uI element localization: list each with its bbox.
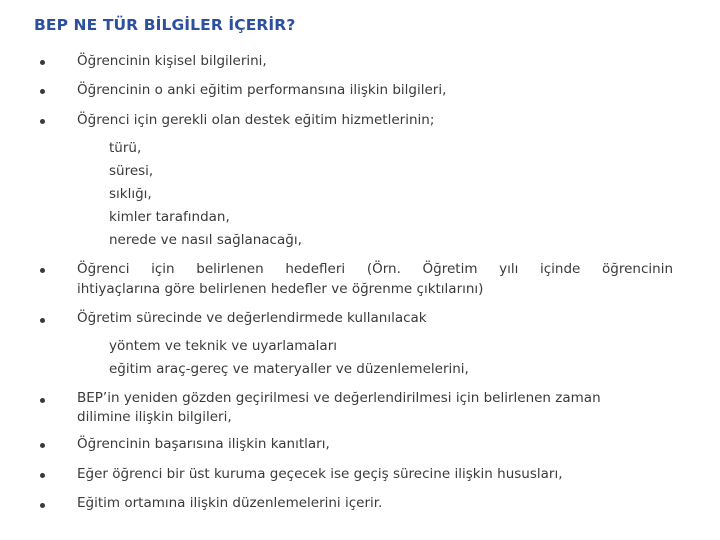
bullet-point — [40, 503, 45, 508]
bullet-point — [40, 443, 45, 448]
bullet-point — [40, 473, 45, 478]
sub-item-frequency: sıklığı, — [109, 186, 152, 202]
list-item-personal-info: Öğrencinin kişisel bilgilerini, — [77, 53, 267, 69]
list-item-transition: Eğer öğrenci bir üst kuruma geçecek ise geçiş sürecine ilişkin hususları, — [77, 466, 563, 482]
list-item-review-line2: dilimine ilişkin bilgileri, — [77, 409, 232, 425]
sub-item-materials: eğitim araç-gereç ve materyaller ve düzenlemelerini, — [109, 361, 469, 377]
sub-item-methods: yöntem ve teknik ve uyarlamaları — [109, 338, 337, 354]
list-item-goals-line2: ihtiyaçlarına göre belirlenen hedefler ve öğrenme çıktılarını) — [77, 281, 484, 297]
bullet-point — [40, 89, 45, 94]
bullet-point — [40, 268, 45, 273]
list-item-environment: Eğitim ortamına ilişkin düzenlemelerini içerir. — [77, 495, 383, 511]
list-item-success-evidence: Öğrencinin başarısına ilişkin kanıtları, — [77, 436, 330, 452]
page-title: BEP NE TÜR BİLGİLER İÇERİR? — [34, 16, 296, 34]
list-item-teaching-process: Öğretim sürecinde ve değerlendirmede kullanılacak — [77, 310, 427, 326]
sub-item-type: türü, — [109, 140, 142, 156]
list-item-support-services: Öğrenci için gerekli olan destek eğitim hizmetlerinin; — [77, 112, 435, 128]
list-item-goals-line1: Öğrenci için belirlenen hedefleri (Örn. Öğretim yılı içinde öğrencinin — [77, 261, 673, 277]
bullet-point — [40, 60, 45, 65]
sub-item-duration: süresi, — [109, 163, 154, 179]
sub-item-where-how: nerede ve nasıl sağlanacağı, — [109, 232, 302, 248]
bullet-point — [40, 119, 45, 124]
list-item-review-line1: BEP’in yeniden gözden geçirilmesi ve değerlendirilmesi için belirlenen zaman — [77, 390, 601, 406]
bullet-point — [40, 398, 45, 403]
bullet-point — [40, 318, 45, 323]
list-item-performance: Öğrencinin o anki eğitim performansına ilişkin bilgileri, — [77, 82, 447, 98]
sub-item-by-whom: kimler tarafından, — [109, 209, 230, 225]
